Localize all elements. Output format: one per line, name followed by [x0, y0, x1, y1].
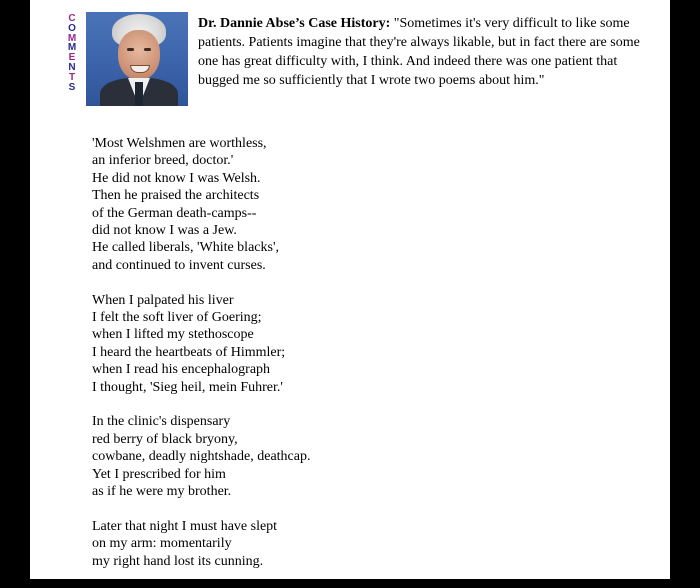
- intro-quote: "Sometimes it's very difficult to like some patients. Patients imagine that they're always likable, but in fact there are some one has great difficulty with, I think. And indeed there was one patient that bugged me so sufficiently that I wrote two poems about him.": [198, 16, 640, 88]
- poem-line: I felt the soft liver of Goering;: [92, 310, 262, 326]
- portrait-eye: [127, 48, 134, 51]
- poem-line: an inferior breed, doctor.': [92, 153, 234, 169]
- poem-line: When I palpated his liver: [92, 292, 234, 308]
- badge-letter: S: [68, 81, 76, 93]
- portrait-tie: [135, 82, 143, 106]
- poem-line: of the German death-camps--: [92, 205, 257, 221]
- poem: [92, 135, 542, 588]
- document-page: [30, 0, 670, 579]
- badge-letter: M: [67, 32, 77, 44]
- portrait-photo: [86, 12, 188, 106]
- portrait-eye: [144, 48, 151, 51]
- poem-line: In the clinic's dispensary: [92, 414, 231, 430]
- poem-line: when I lifted my stethoscope: [92, 327, 254, 343]
- badge-letter: C: [68, 13, 76, 24]
- poem-line: on my arm: momentarily: [92, 536, 232, 552]
- poem-stanza: [92, 518, 542, 570]
- poem-line: when I read his encephalograph: [92, 362, 271, 378]
- badge-letter: N: [68, 61, 76, 73]
- poem-line: He did not know I was Welsh.: [92, 170, 261, 186]
- intro-title: Dr. Dannie Abse’s Case History:: [198, 16, 391, 31]
- poem-line: I heard the heartbeats of Himmler;: [92, 344, 286, 360]
- poem-line: did not know I was a Jew.: [92, 223, 237, 239]
- poem-line: as if he were my brother.: [92, 484, 232, 500]
- poem-line: and continued to invent curses.: [92, 257, 266, 273]
- poem-line: 'Most Welshmen are worthless,: [92, 136, 267, 151]
- comments-badge: [66, 14, 78, 119]
- badge-letter: E: [68, 52, 76, 64]
- poem-line: I thought, 'Sieg heil, mein Fuhrer.': [92, 379, 283, 395]
- poem-line: He called liberals, 'White blacks',: [92, 240, 279, 256]
- badge-letter: O: [68, 22, 76, 34]
- poem-stanza: [92, 413, 542, 500]
- poem-stanza: [92, 135, 542, 274]
- poem-line: Then he praised the architects: [92, 188, 260, 204]
- poem-line: Yet I prescribed for him: [92, 466, 226, 482]
- poem-line: my right hand lost its cunning.: [92, 553, 264, 569]
- badge-letter: T: [68, 71, 76, 83]
- poem-line: Later that night I must have slept: [92, 518, 278, 534]
- poem-stanza: [92, 292, 542, 396]
- intro-paragraph: [198, 14, 648, 90]
- poem-line: red berry of black bryony,: [92, 431, 238, 447]
- badge-letter: M: [67, 42, 77, 54]
- poem-line: cowbane, deadly nightshade, deathcap.: [92, 449, 311, 465]
